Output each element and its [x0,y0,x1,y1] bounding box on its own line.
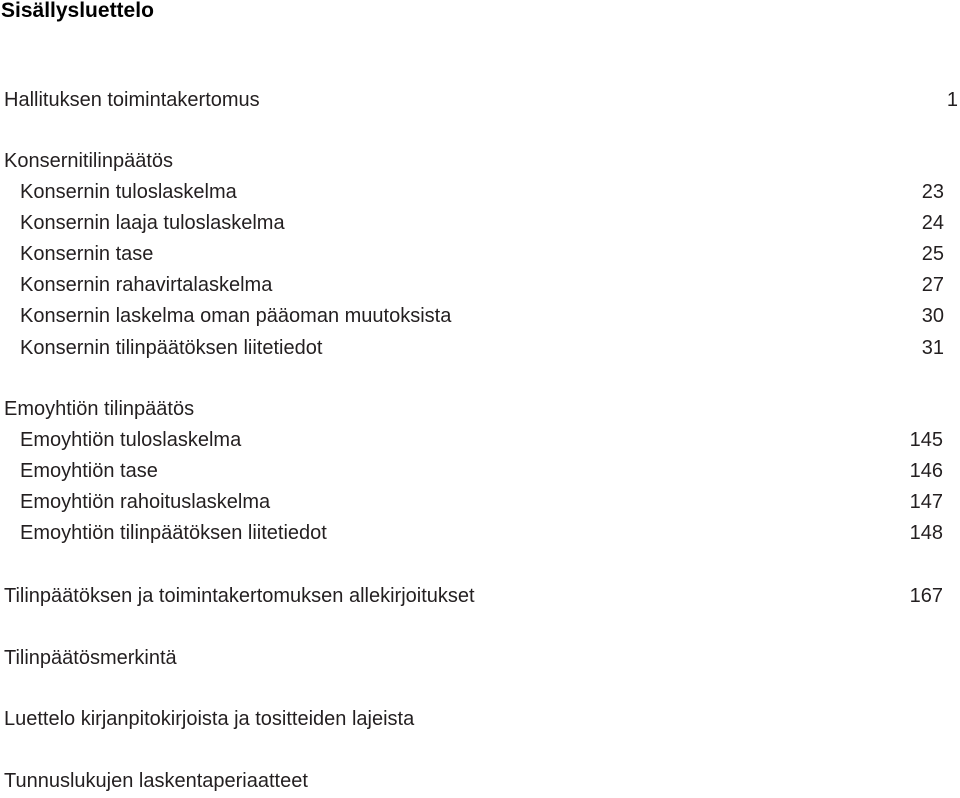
toc-entry-page-number: 146 [909,460,943,482]
toc-entry-page-number: 1 [946,89,958,111]
toc-entry-label: Konsernin laaja tuloslaskelma [20,212,285,234]
toc-entry-label: Konsernin tuloslaskelma [20,181,237,203]
toc-section-label: Konsernitilinpäätös [4,150,173,172]
toc-entry-emoyhtion-liitetiedot[interactable] [0,520,960,546]
toc-section-heading-emoyhtio[interactable] [0,396,960,422]
toc-entry-label: Konsernin rahavirtalaskelma [20,274,273,296]
toc-entry-konsernin-rahavirtalaskelma[interactable] [0,272,960,298]
toc-entry-page-number: 148 [909,522,943,544]
toc-entry-konsernin-tuloslaskelma[interactable] [0,179,960,205]
toc-entry-page-number: 147 [909,491,943,513]
toc-entry-label: Konsernin tilinpäätöksen liitetiedot [20,337,323,359]
toc-entry-tilinpaatosmerkinta[interactable] [0,645,960,671]
toc-entry-label: Emoyhtiön tuloslaskelma [20,429,242,451]
page-title: Sisällysluettelo [1,0,154,22]
toc-entry-emoyhtion-tuloslaskelma[interactable] [0,427,960,453]
toc-entry-label: Tilinpäätösmerkintä [4,647,177,669]
toc-entry-page-number: 25 [921,243,944,265]
toc-entry-allekirjoitukset[interactable] [0,583,960,609]
toc-entry-page-number: 24 [921,212,944,234]
toc-entry-page-number: 167 [909,585,943,607]
toc-entry-emoyhtion-tase[interactable] [0,458,960,484]
toc-entry-page-number: 27 [921,274,944,296]
toc-entry-label: Tunnuslukujen laskentaperiaatteet [4,770,308,792]
toc-entry-label: Konsernin laskelma oman pääoman muutoksista [20,305,452,327]
toc-entry-label: Hallituksen toimintakertomus [4,89,260,111]
toc-entry-label: Emoyhtiön tase [20,460,158,482]
toc-entry-label: Konsernin tase [20,243,154,265]
toc-entry-page-number: 145 [909,429,943,451]
toc-entry-page-number: 30 [921,305,944,327]
toc-entry-konsernin-liitetiedot[interactable] [0,335,960,361]
toc-entry-label: Emoyhtiön tilinpäätöksen liitetiedot [20,522,327,544]
toc-entry-luettelo-kirjanpitokirjoista[interactable] [0,706,960,732]
toc-entry-oman-paaoman-muutokset[interactable] [0,303,960,329]
toc-entry-page-number: 23 [921,181,944,203]
toc-entry-hallituksen-toimintakertomus[interactable] [0,87,960,113]
toc-entry-label: Luettelo kirjanpitokirjoista ja tositteiden lajeista [4,708,415,730]
toc-entry-konsernin-tase[interactable] [0,241,960,267]
toc-section-label: Emoyhtiön tilinpäätös [4,398,195,420]
toc-section-heading-konserni[interactable] [0,148,960,174]
toc-entry-tunnuslukujen-laskentaperiaatteet[interactable] [0,768,960,794]
toc-entry-label: Emoyhtiön rahoituslaskelma [20,491,271,513]
toc-entry-emoyhtion-rahoituslaskelma[interactable] [0,489,960,515]
toc-entry-konsernin-laaja-tuloslaskelma[interactable] [0,210,960,236]
toc-entry-page-number: 31 [921,337,944,359]
toc-entry-label: Tilinpäätöksen ja toimintakertomuksen allekirjoitukset [4,585,475,607]
